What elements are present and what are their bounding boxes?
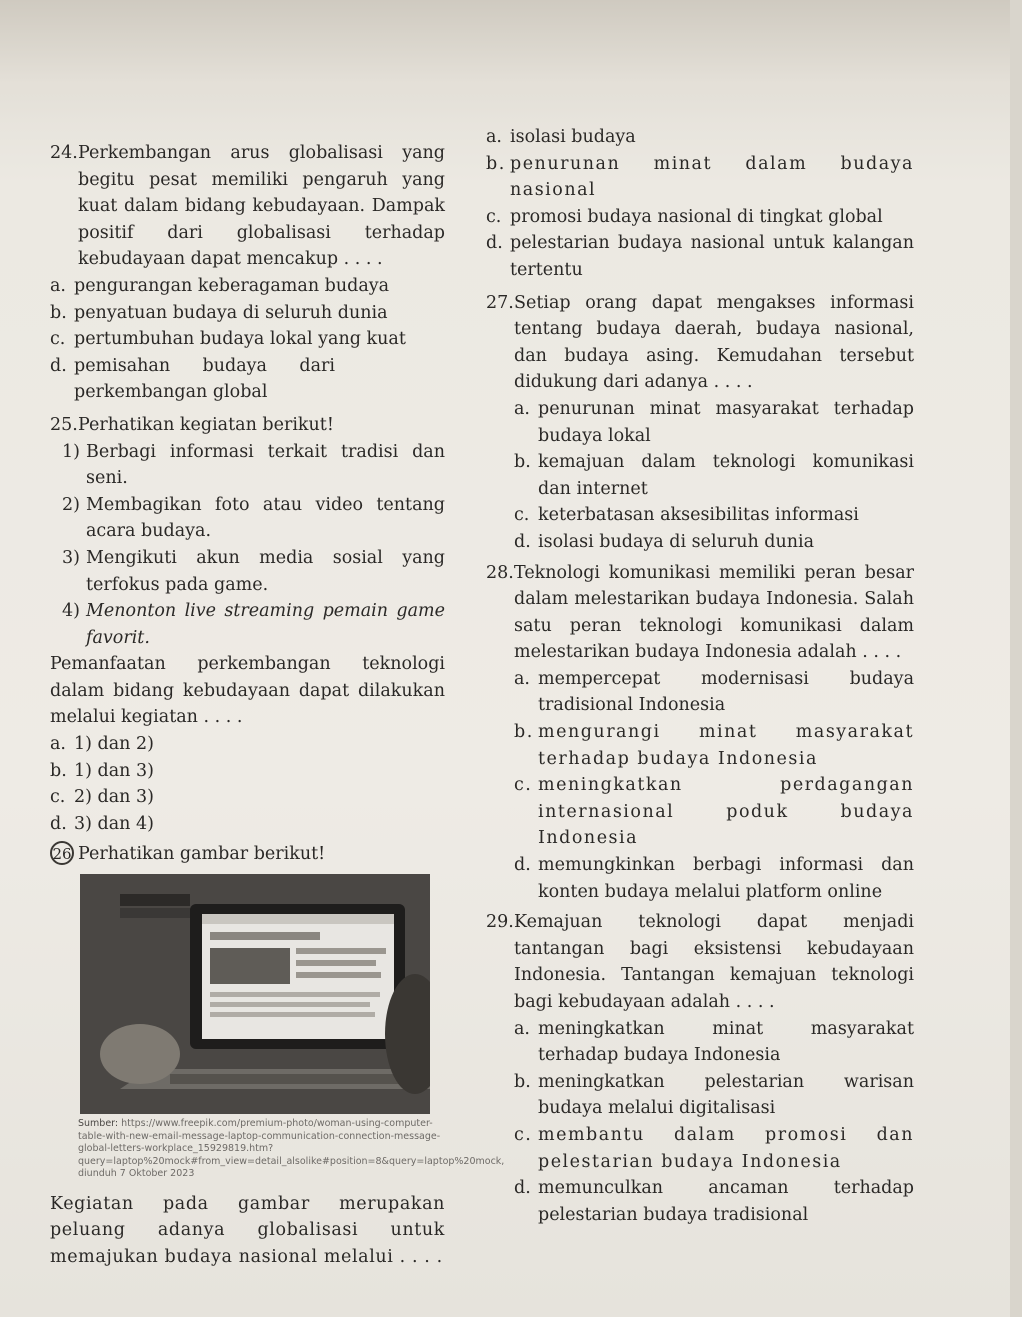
option-b[interactable]: b. penurunan minat dalam budaya nasional [486,153,914,201]
question-stem: Kemajuan teknologi dapat menjadi tantangan bagi eksistensi kebudayaan Indonesia. Tantangan kemajuan teknologi bagi kebudayaan adalah . . . . [514,912,914,1012]
option-a[interactable]: a. meningkatkan minat masyarakat terhadap budaya Indonesia [514,1018,914,1066]
question-stem: Perkembangan arus globalisasi yang begitu pesat memiliki pengaruh yang kuat dalam bidang kebudayaan. Dampak positif dari globalisasi terhadap kebudayaan dapat mencakup . . . . [78,143,445,270]
question-24 [50,140,445,406]
question-number: 27. [486,292,514,313]
question-stem: Kegiatan pada gambar merupakan peluang adanya globalisasi untuk memajukan budaya nasional melalui . . . . [50,1193,445,1267]
list-item: 4) Menonton live streaming pemain game favorit. [62,601,445,648]
question-stem: Setiap orang dapat mengakses informasi tentang budaya daerah, budaya nasional, dan budaya asing. Kemudahan tersebut didukung dari adanya . . . . [514,292,914,393]
list-item: 2) Membagikan foto atau video tentang acara budaya. [62,494,445,542]
option-d[interactable]: d. pelestarian budaya nasional untuk kalangan tertentu [486,233,914,280]
image-source: Sumber: https://www.freepik.com/premium-photo/woman-using-computer-table-with-new-email-message-laptop-communication-connection-message-global-letters-workplace_15929819.htm?query=laptop%20mock#from_view=detail_alsolike#position=8&query=laptop%20mock, diunduh 7 Oktober 2023 [78,1118,505,1180]
question-number: 24. [50,143,78,163]
option-b[interactable]: b. mengurangi minat masyarakat terhadap budaya Indonesia [514,722,914,769]
question-number: 29. [486,912,514,933]
option-a[interactable]: a. isolasi budaya [486,127,636,147]
option-b[interactable]: b. 1) dan 3) [50,760,154,781]
question-stem: Teknologi komunikasi memiliki peran besar dalam melestarikan budaya Indonesia. Salah satu peran teknologi komunikasi dalam melestarikan budaya Indonesia adalah . . . . [514,562,914,663]
option-c[interactable]: c. 2) dan 3) [50,787,154,808]
question-intro: Perhatikan gambar berikut! [78,844,326,865]
question-29 [486,909,914,1228]
question-26 [50,841,505,1270]
list-item: 1) Berbagi informasi terkait tradisi dan seni. [62,441,445,489]
question-28 [486,560,914,906]
laptop-photo [80,874,430,1114]
option-b[interactable]: b. kemajuan dalam teknologi komunikasi dan internet [514,452,914,499]
list-item: 3) Mengikuti akun media sosial yang terfokus pada game. [62,547,445,595]
option-a[interactable]: a. 1) dan 2) [50,734,154,755]
option-d[interactable]: d. pemisahan budaya dari perkembangan global [50,355,335,403]
option-c[interactable]: c. pertumbuhan budaya lokal yang kuat [50,329,406,350]
option-d[interactable]: d. isolasi budaya di seluruh dunia [514,531,815,552]
option-a[interactable]: a. mempercepat modernisasi budaya tradisional Indonesia [514,668,914,716]
right-column [486,124,914,1232]
question-number: 28. [486,562,514,583]
option-d[interactable]: d. memungkinkan berbagi informasi dan konten budaya melalui platform online [514,855,914,902]
question-stem: Pemanfaatan perkembangan teknologi dalam bidang kebudayaan dapat dilakukan melalui kegiatan . . . . [50,654,445,728]
option-c[interactable]: c. membantu dalam promosi dan pelestarian budaya Indonesia [514,1124,914,1172]
option-c[interactable]: c. promosi budaya nasional di tingkat global [486,206,883,227]
option-c[interactable]: c. meningkatkan perdagangan internasional poduk budaya Indonesia [514,775,914,849]
paper-fold-shadow [0,0,1022,120]
page-edge [1010,0,1022,1317]
question-24-options-cont [486,124,914,284]
question-number-circled: 26 [50,841,74,865]
question-intro: Perhatikan kegiatan berikut! [78,414,334,435]
laptop-illustration [80,874,430,1114]
option-c[interactable]: c. keterbatasan aksesibilitas informasi [514,505,859,526]
option-d[interactable]: d. 3) dan 4) [50,813,154,834]
question-27 [486,290,914,556]
option-b[interactable]: b. meningkatkan pelestarian warisan budaya melalui digitalisasi [514,1071,914,1119]
question-25 [50,412,445,838]
option-a[interactable]: a. pengurangan keberagaman budaya [50,275,390,296]
option-b[interactable]: b. penyatuan budaya di seluruh dunia [50,302,388,323]
question-number: 25. [50,414,78,435]
option-a[interactable]: a. penurunan minat masyarakat terhadap budaya lokal [514,398,914,446]
option-d[interactable]: d. memunculkan ancaman terhadap pelestarian budaya tradisional [514,1178,914,1225]
